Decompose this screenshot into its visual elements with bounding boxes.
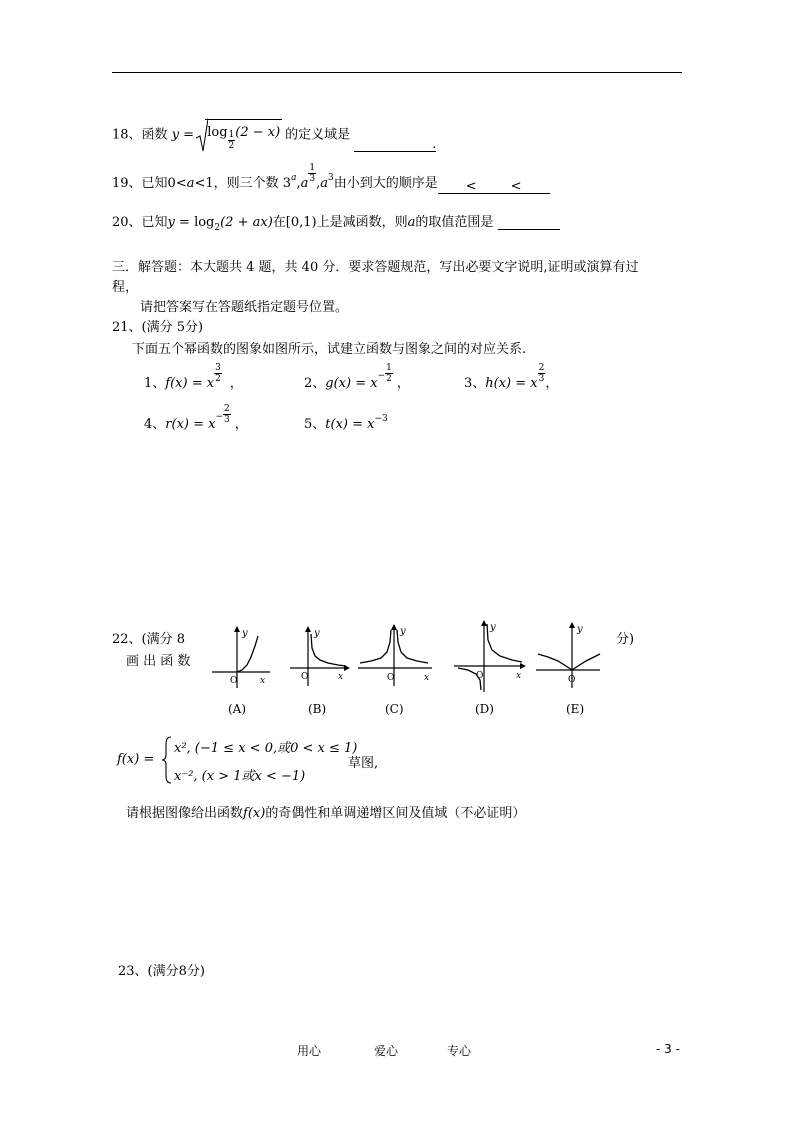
graph-b-x-label: x (338, 672, 344, 682)
section-3-line2: 程， (112, 280, 139, 295)
footer-word-3: 专心 (447, 1044, 472, 1058)
graph-label-b: (B) (308, 702, 327, 716)
graph-b (288, 624, 352, 690)
q21-title: 21、(满分 5分) (112, 320, 204, 335)
section-3-line1: 三．解答题：本大题共 4 题，共 40 分．要求答题规范，写出必要文字说明,证明或演算有过 (112, 260, 639, 275)
question-19: 19、已知0<a<1，则三个数 3$^a$,a $\frac{1}{3}$ $,a^3$由小到大的顺序是 < < (112, 172, 550, 194)
footer-word-1: 用心 (297, 1044, 322, 1058)
graph-a (210, 624, 274, 690)
graph-c-x-label: x (424, 673, 430, 683)
graph-c (356, 622, 436, 690)
q18-number: 18、函数 (112, 127, 168, 143)
graph-label-a: (A) (228, 702, 247, 716)
piecewise-brace (162, 736, 172, 784)
q21-desc: 下面五个幂函数的图象如图所示，试建立函数与图象之间的对应关系. (132, 342, 527, 357)
graph-d-x-label: x (516, 671, 522, 681)
graph-a-y-label: y (242, 628, 248, 639)
q22-ask: 请根据图像给出函数f(x)的奇偶性和单调递增区间及值域（不必证明） (126, 806, 526, 821)
question-20: 20、已知$y = \log_2(2 + ax)$在[0,1)上是减函数，则a的取值范围是 (112, 211, 560, 230)
log-base: $\frac{1}{2}$ (228, 129, 235, 151)
piecewise-case-1: x², (−1 ≤ x < 0,或0 < x ≤ 1) (174, 741, 358, 756)
q21-func-2: 2、g(x) = x− $\frac{1}{2}$ ， (304, 363, 410, 391)
graph-d-origin: O (476, 671, 484, 681)
q22-title-end: 分) (616, 632, 635, 647)
graph-a-x-label: x (260, 676, 266, 686)
q22-title: 22、(满分 8 (112, 632, 186, 647)
q21-func-5: 5、$t(x) = x^{-3}$ (304, 414, 388, 432)
section-3-line3: 请把答案写在答题纸指定题号位置。 (140, 300, 349, 315)
q23-title: 23、(满分8分) (118, 964, 205, 979)
graph-b-y-label: y (314, 628, 320, 639)
q21-func-4: 4、r(x) = x− $\frac{2}{3}$ ， (144, 404, 248, 432)
piecewise-tail: 草图, (348, 756, 379, 771)
header-rule (112, 72, 682, 73)
graph-b-origin: O (301, 672, 309, 682)
graph-c-origin: O (387, 673, 395, 683)
q21-func-1: 1、f(x) = x $\frac{3}{2}$ ， (144, 363, 243, 391)
graph-d-y-label: y (490, 622, 496, 633)
q18-answer-blank[interactable]: . (354, 137, 436, 152)
graph-label-c: (C) (385, 702, 404, 716)
graph-c-y-label: y (400, 626, 406, 637)
page-number: - 3 - (656, 1042, 680, 1056)
exp-one-third: $\frac{1}{3}$ (309, 163, 316, 184)
q20-answer-blank[interactable] (498, 215, 560, 230)
q19-answer-blank[interactable]: < < (438, 179, 550, 194)
graph-e (534, 620, 604, 690)
sqrt-body: log $\frac{1}{2}$ (2 − x) (205, 119, 282, 143)
q22-line2: 画 出 函 数 (126, 654, 191, 669)
graph-a-origin: O (230, 676, 238, 686)
piecewise-lhs: f(x) = (117, 752, 155, 767)
graph-d (452, 618, 528, 694)
graph-e-y-label: y (577, 624, 583, 635)
graph-e-origin: O (568, 675, 576, 685)
q21-func-3: 3、h(x) = x $\frac{2}{3}$ ， (464, 363, 559, 391)
question-18: 18、函数 y = log $\frac{1}{2}$ (2 − x) 的定义域是 . (112, 118, 436, 152)
graph-label-d: (D) (475, 702, 494, 716)
graph-label-e: (E) (566, 702, 585, 716)
footer-word-2: 爱心 (374, 1044, 399, 1058)
piecewise-case-2: x⁻², (x > 1或x < −1) (174, 769, 306, 784)
